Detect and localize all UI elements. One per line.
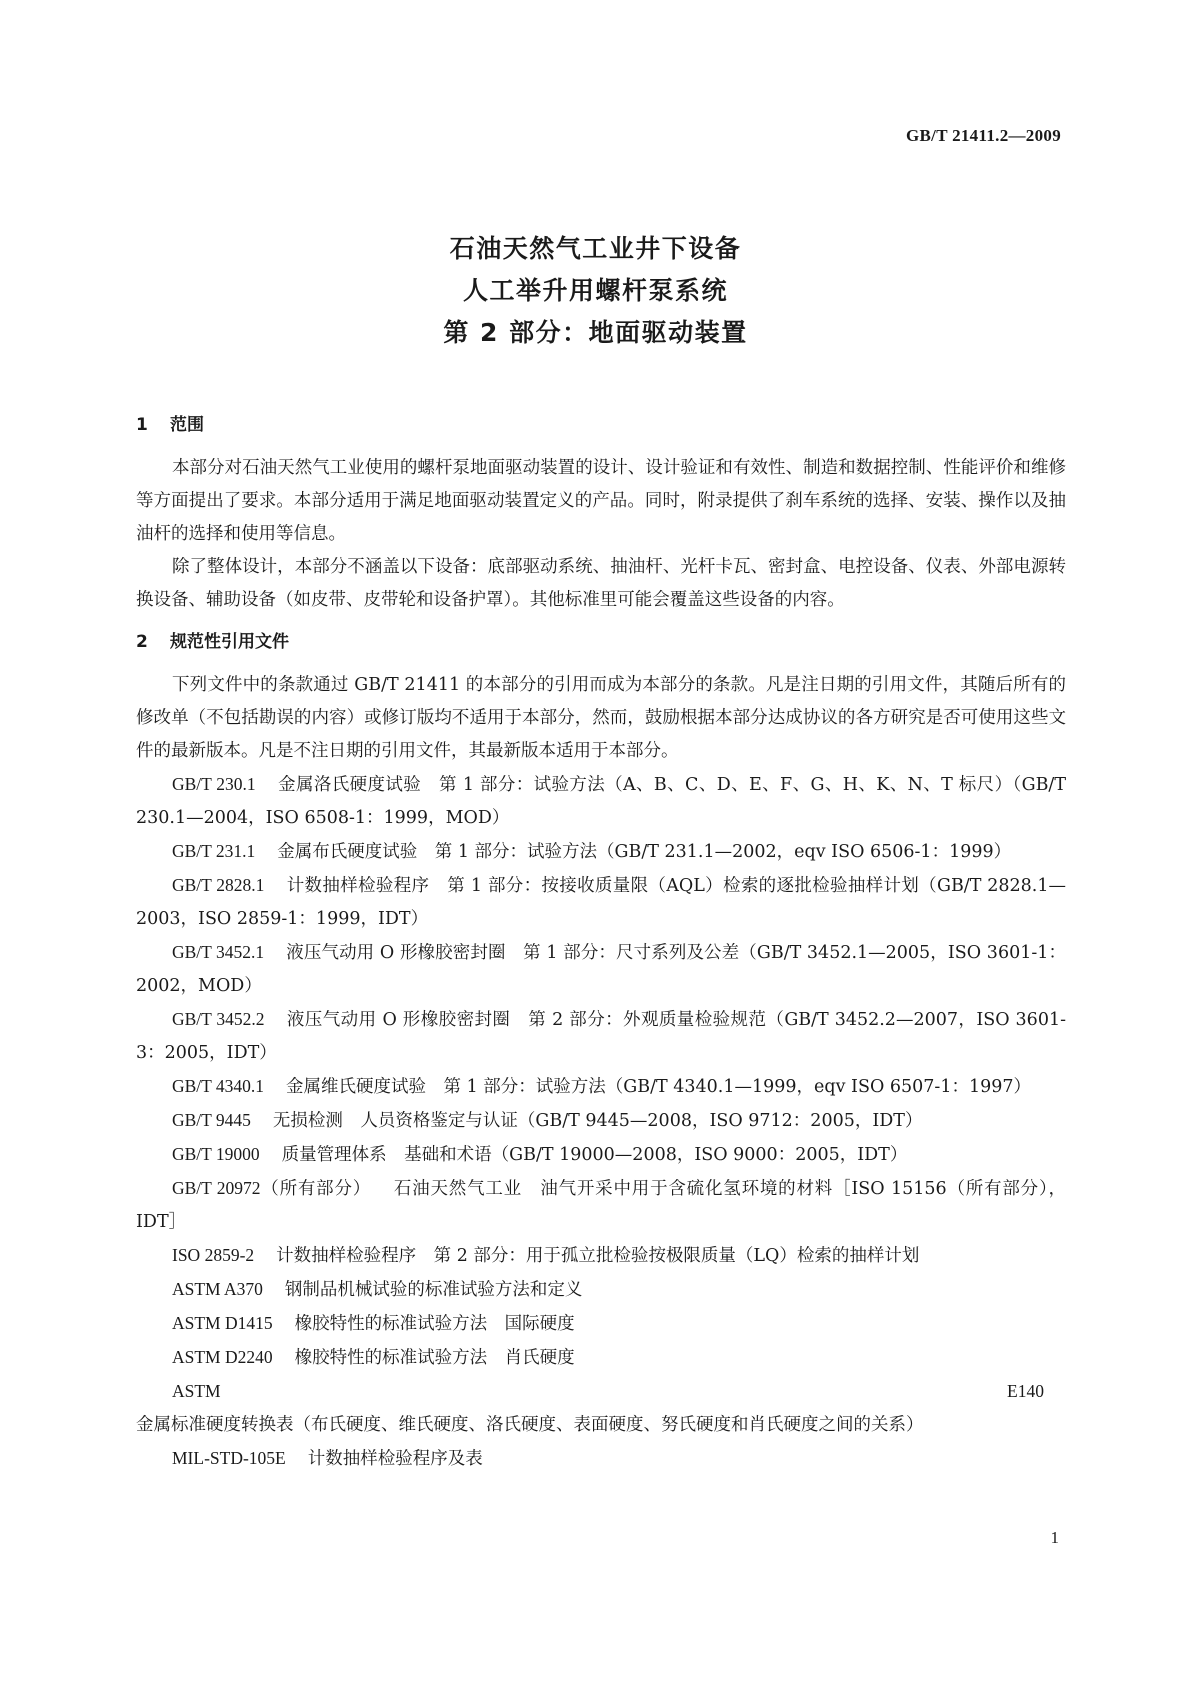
reference-item <box>136 1273 1066 1307</box>
reference-code: ASTM D2240 <box>172 1347 273 1367</box>
section-title: 规范性引用文件 <box>170 632 289 652</box>
reference-code: GB/T 19000 <box>172 1144 260 1164</box>
section-scope <box>136 410 1066 617</box>
reference-item <box>136 1138 1066 1172</box>
reference-code: GB/T 4340.1 <box>172 1076 265 1096</box>
reference-title: 金属布氏硬度试验 第 1 部分：试验方法（GB/T 231.1—2002，eqv ISO 6506-1：1999） <box>277 842 1012 862</box>
reference-item <box>136 869 1066 936</box>
reference-title: 金属洛氏硬度试验 第 1 部分：试验方法（A、B、C、D、E、F、G、H、K、N、T 标尺）（GB/T 230.1—2004，ISO 6508-1：1999，MOD） <box>136 775 1066 828</box>
reference-title: 金属维氏硬度试验 第 1 部分：试验方法（GB/T 4340.1—1999，eqv ISO 6507-1：1997） <box>286 1077 1031 1097</box>
reference-title: 计数抽样检验程序及表 <box>307 1449 483 1469</box>
reference-item <box>136 1307 1066 1341</box>
reference-item <box>136 1070 1066 1104</box>
reference-code: MIL-STD-105E <box>172 1448 286 1468</box>
reference-code: ASTM E140 <box>172 1381 1044 1401</box>
reference-title: 计数抽样检验程序 第 1 部分：按接收质量限（AQL）检索的逐批检验抽样计划（GB/T 2828.1—2003，ISO 2859-1：1999，IDT） <box>136 876 1067 929</box>
standard-number: GB/T 21411.2—2009 <box>906 126 1061 145</box>
paragraph: 本部分对石油天然气工业使用的螺杆泵地面驱动装置的设计、设计验证和有效性、制造和数据控制、性能评价和维修等方面提出了要求。本部分适用于满足地面驱动装置定义的产品。同时，附录提供了刹车系统的选择、安装、操作以及抽油杆的选择和使用等信息。 <box>136 458 1066 544</box>
reference-item <box>136 1239 1066 1273</box>
title-line-3: 第 2 部分：地面驱动装置 <box>443 318 748 347</box>
reference-title: 液压气动用 O 形橡胶密封圈 第 2 部分：外观质量检验规范（GB/T 3452.2—2007，ISO 3601-3：2005，IDT） <box>136 1010 1066 1063</box>
reference-item <box>136 1442 1066 1476</box>
section-number: 1 <box>136 415 148 435</box>
reference-item <box>136 1375 1066 1442</box>
reference-code: GB/T 20972（所有部分） <box>172 1178 372 1198</box>
reference-code: GB/T 231.1 <box>172 841 256 861</box>
page-number: 1 <box>1050 1528 1059 1547</box>
reference-code: GB/T 230.1 <box>172 774 256 794</box>
reference-item <box>136 768 1066 835</box>
reference-item <box>136 1341 1066 1375</box>
title-line-1: 石油天然气工业井下设备 <box>449 234 742 263</box>
section-number: 2 <box>136 632 148 652</box>
section-heading-normative-references <box>136 627 1066 657</box>
reference-item <box>136 835 1066 869</box>
section-title: 范围 <box>170 415 204 435</box>
reference-title: 液压气动用 O 形橡胶密封圈 第 1 部分：尺寸系列及公差（GB/T 3452.1—2005，ISO 3601-1：2002，MOD） <box>136 943 1066 996</box>
reference-code: ASTM A370 <box>172 1279 263 1299</box>
reference-item <box>136 936 1066 1003</box>
reference-item <box>136 1104 1066 1138</box>
reference-title: 橡胶特性的标准试验方法 肖氏硬度 <box>294 1348 575 1368</box>
reference-item <box>136 1172 1066 1239</box>
reference-title: 质量管理体系 基础和术语（GB/T 19000—2008，ISO 9000：2005，IDT） <box>281 1145 908 1165</box>
title-line-2: 人工举升用螺杆泵系统 <box>462 276 728 305</box>
reference-list <box>136 768 1066 1476</box>
section-normative-references <box>136 627 1066 1476</box>
paragraph: 除了整体设计，本部分不涵盖以下设备：底部驱动系统、抽油杆、光杆卡瓦、密封盒、电控设备、仪表、外部电源转换设备、辅助设备（如皮带、皮带轮和设备护罩）。其他标准里可能会覆盖这些设备的内容。 <box>136 557 1066 610</box>
reference-code: GB/T 2828.1 <box>172 875 265 895</box>
reference-code: ASTM D1415 <box>172 1313 273 1333</box>
reference-title: 橡胶特性的标准试验方法 国际硬度 <box>294 1314 575 1334</box>
reference-code: GB/T 9445 <box>172 1110 251 1130</box>
reference-code: ISO 2859-2 <box>172 1245 255 1265</box>
reference-code: GB/T 3452.2 <box>172 1009 265 1029</box>
section-heading-scope <box>136 410 1066 440</box>
reference-title: 金属标准硬度转换表（布氏硬度、维氏硬度、洛氏硬度、表面硬度、努氏硬度和肖氏硬度之间的关系） <box>136 1415 924 1435</box>
document-title <box>0 228 1191 354</box>
reference-title: 计数抽样检验程序 第 2 部分：用于孤立批检验按极限质量（LQ）检索的抽样计划 <box>276 1246 920 1266</box>
reference-item <box>136 1003 1066 1070</box>
paragraph: 下列文件中的条款通过 GB/T 21411 的本部分的引用而成为本部分的条款。凡是注日期的引用文件，其随后所有的修改单（不包括勘误的内容）或修订版均不适用于本部分，然而，鼓励根据本部分达成协议的各方研究是否可使用这些文件的最新版本。凡是不注日期的引用文件，其最新版本适用于本部分。 <box>136 675 1066 761</box>
reference-code: GB/T 3452.1 <box>172 942 265 962</box>
reference-title: 无损检测 人员资格鉴定与认证（GB/T 9445—2008，ISO 9712：2005，IDT） <box>272 1111 923 1131</box>
document-body <box>136 410 1066 1476</box>
reference-title: 钢制品机械试验的标准试验方法和定义 <box>284 1280 583 1300</box>
reference-title: 石油天然气工业 油气开采中用于含硫化氢环境的材料［ISO 15156（所有部分），IDT］ <box>136 1179 1067 1232</box>
